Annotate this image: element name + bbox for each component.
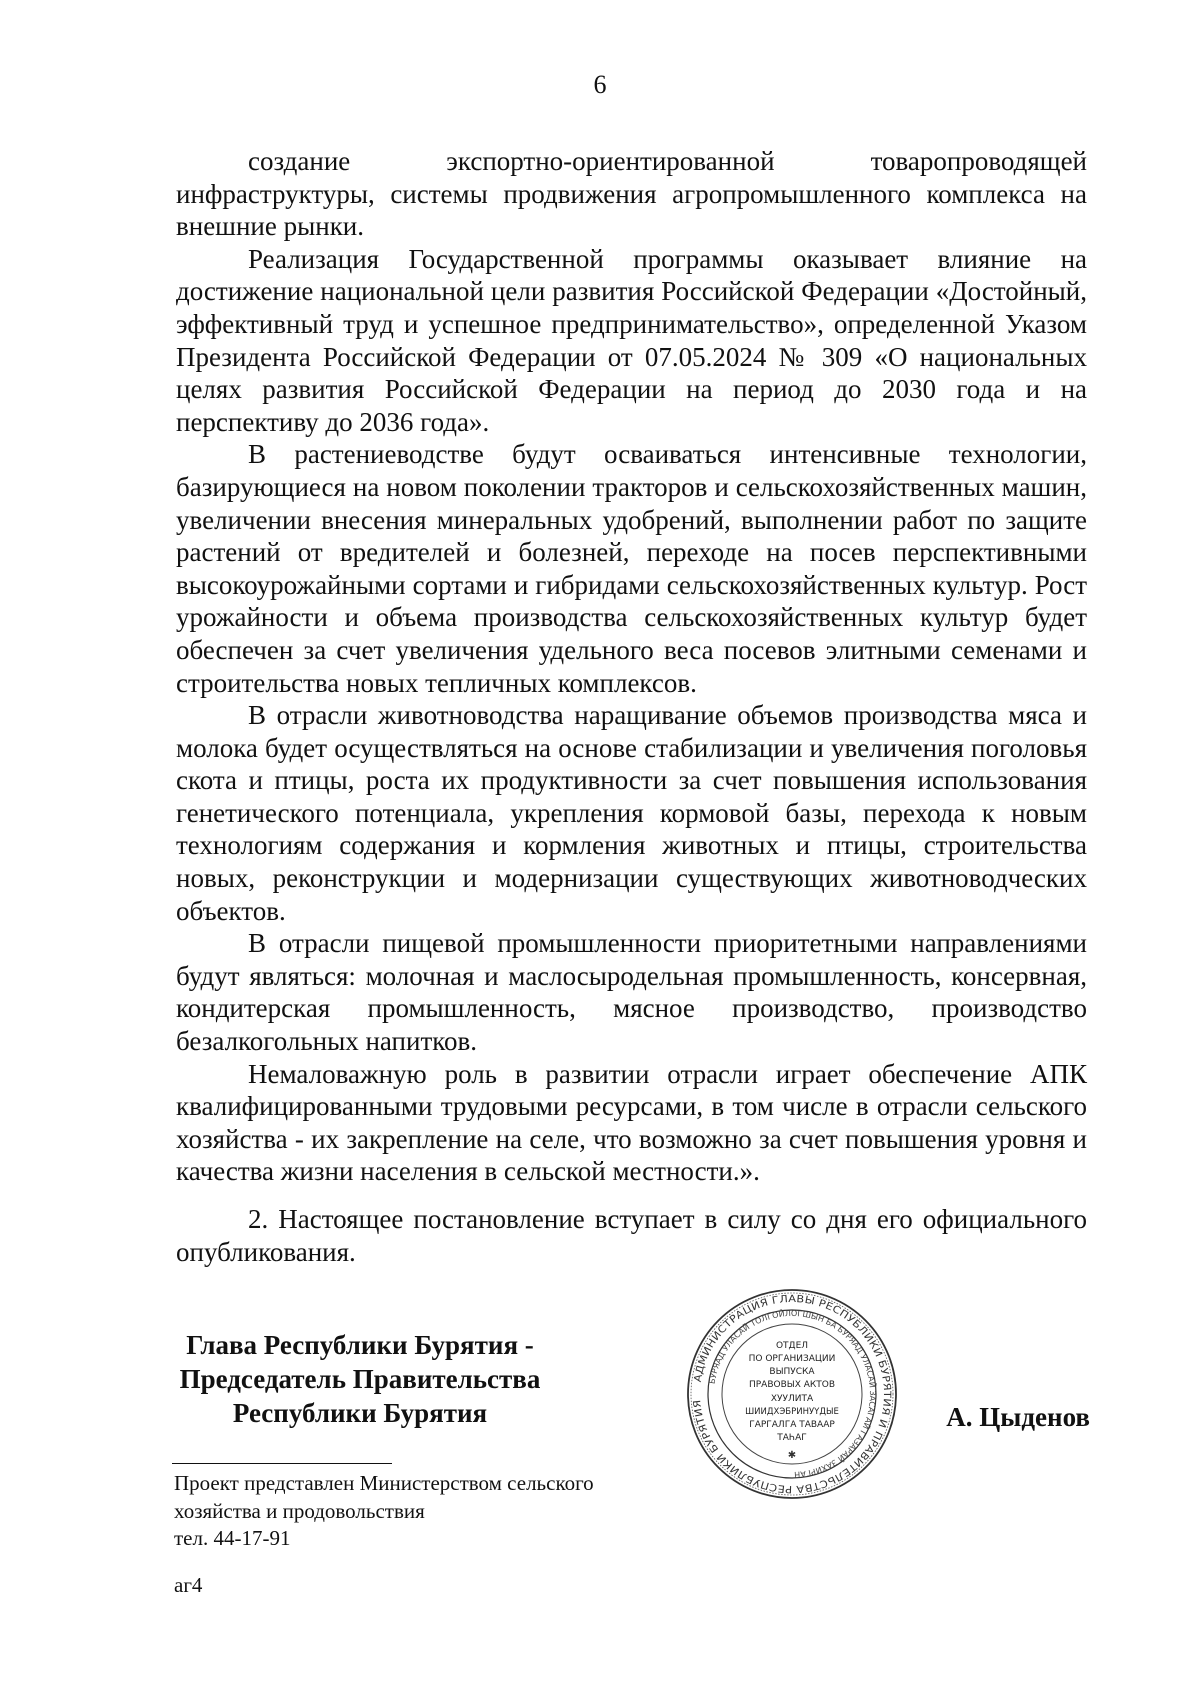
footnote-phone: тел. 44-17-91 xyxy=(174,1526,291,1550)
paragraph-labor-resources: Немаловажную роль в развитии отрасли играет обеспечение АПК квалифицированными трудовыми ресурсами, в том числе в отрасли сельского хозяйства - их закрепление на селе, что возможно за счет повышения уровня и качества жизни населения в сельской местности.». xyxy=(176,1058,1087,1187)
signatory-title xyxy=(150,1328,570,1430)
paragraph-national-goals: Реализация Государственной программы оказывает влияние на достижение национальной цели развития Российской Федерации «Достойный, эффективный труд и успешное предпринимательство», определенной Указом Президента Российской Федерации от 07.05.2024 № 309 «О национальных целях развития Российской Федерации на период до 2030 года и на перспективу до 2036 года». xyxy=(176,243,1087,437)
stamp-center-line: ШИИДХЭБРИНУҮДЫЕ xyxy=(745,1407,839,1417)
paragraph-livestock: В отрасли животноводства наращивание объемов производства мяса и молока будет осуществляться на основе стабилизации и увеличения поголовья скота и птицы, роста их продуктивности за счет повышения использования генетического потенциала, укрепления кормовой базы, перехода к новым технологиям содержания и кормления животных и птицы, строительства новых, реконструкции и модернизации существующих животноводческих объектов. xyxy=(176,700,1087,926)
stamp-center-line: ПО ОРГАНИЗАЦИИ xyxy=(748,1354,836,1364)
stamp-star-icon: ✱ xyxy=(787,1450,797,1461)
paragraph-export-infrastructure: создание экспортно-ориентированной товаропроводящей инфраструктуры, системы продвижения агропромышленного комплекса на внешние рынки. xyxy=(176,146,1087,242)
stamp-outer-text: АДМИНИСТРАЦИЯ ГЛАВЫ РЕСПУБЛИКИ БУРЯТИЯ И ПРАВИТЕЛЬСТВА РЕСПУБЛИКИ БУРЯТИЯ xyxy=(692,1293,893,1495)
paragraph-crop-production: В растениеводстве будут осваиваться интенсивные технологии, базирующиеся на новом поколении тракторов и сельскохозяйственных машин, увеличении внесения минеральных удобрений, выполнении работ по защите растений от вредителей и болезней, переходе на посев перспективными высокоурожайными сортами и гибридами сельскохозяйственных культур. Рост урожайности и объема производства сельскохозяйственных культур будет обеспечен за счет увеличения удельного веса посевов элитными семенами и строительства новых тепличных комплексов. xyxy=(176,439,1087,698)
footnote-line: хозяйства и продовольствия xyxy=(174,1498,425,1523)
document-body xyxy=(176,145,1087,1268)
signatory-title-line: Республики Бурятия xyxy=(232,1398,488,1428)
clause-entry-into-force: 2. Настоящее постановление вступает в силу со дня его официального опубликования. xyxy=(176,1204,1087,1267)
stamp-center-line: ВЫПУСКА xyxy=(769,1367,815,1377)
stamp-center-line: ОТДЕЛ xyxy=(775,1341,809,1351)
stamp-center-line: ТАҺАГ xyxy=(777,1433,807,1443)
signatory-title-line: Председатель Правительства xyxy=(179,1364,541,1394)
document-code: аг4 xyxy=(174,1573,203,1597)
footnote xyxy=(174,1470,694,1553)
stamp-center-line: ГАРГАЛГА ТАВААР xyxy=(749,1420,835,1430)
official-stamp xyxy=(684,1286,900,1502)
stamp-center-line: ХУУЛИТА xyxy=(770,1394,814,1404)
signatory-name: А. Цыденов xyxy=(946,1402,1090,1432)
signatory-title-line: Глава Республики Бурятия - xyxy=(186,1330,534,1360)
footnote-line: Проект представлен Министерством сельского xyxy=(174,1471,594,1495)
page-number: 6 xyxy=(593,70,607,99)
footnote-divider xyxy=(172,1463,392,1464)
stamp-inner-text: БУРЯАД УЛАСАЙ ТОЛГОЙЛОГШЫН БА БУРЯАД УЛАСАЙ ЗАСАГАЙ ГАЗАРАЙ ЗАХИРГАН xyxy=(707,1308,878,1480)
paragraph-food-industry: В отрасли пищевой промышленности приоритетными направлениями будут являться: молочная и маслосыродельная промышленность, консервная, кондитерская промышленность, мясное производство, производство безалкогольных напитков. xyxy=(176,928,1087,1057)
stamp-center-line: ПРАВОВЫХ АКТОВ xyxy=(748,1380,836,1390)
